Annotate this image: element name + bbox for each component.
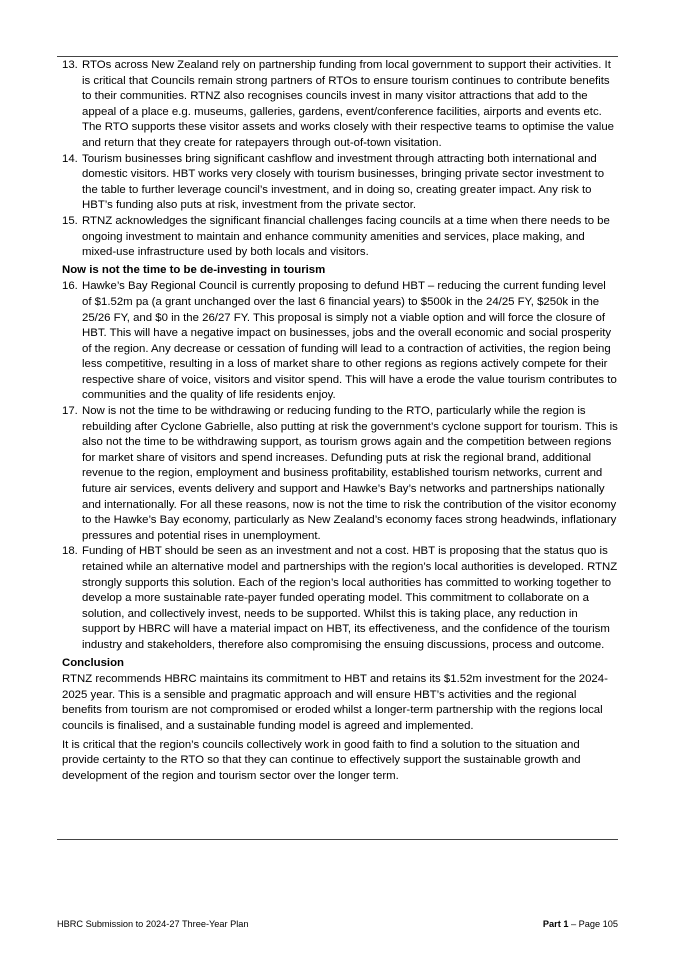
numbered-list-a (57, 58, 618, 261)
conclusion-paragraph: RTNZ recommends HBRC maintains its commitment to HBT and retains its $1.52m investment for the 2024-2025 year. This is a sensible and pragmatic approach and will ensure HBT’s activities and the regional benefits from tourism are not compromised or eroded whilst a longer-term partnership with the regions local councils is finalised, and a sustainable funding model is agreed and implemented. (62, 673, 608, 732)
item-text: Tourism businesses bring significant cashflow and investment through attracting both international and domestic visitors. HBT works very closely with tourism businesses, bringing private sector investment to the table to further leverage council’s investment, and in doing so, creating greater impact. Any risk to HBT’s funding also puts at risk, investment from the private sector. (82, 152, 605, 212)
item-text: Funding of HBT should be seen as an investment and not a cost. HBT is proposing that the status quo is retained while an alternative model and partnerships with the region’s local authorities is developed. RTNZ strongly supports this solution. Each of the region’s local authorities has committed to working together to develop a more sustainable rate-payer funded operating model. This commitment to collaborate on a solution, and collectively invest, needs to be supported. Whilst this is taking place, any reduction in support by HBRC will have a material impact on HBT, its effectiveness, and the confidence of the tourism industry and stakeholders, therefore also compromising the ensuing discussions, process and outcome. (82, 545, 618, 651)
section-heading-conclusion: Conclusion (62, 656, 125, 669)
item-number: 17. (62, 405, 78, 418)
footer-part: Part 1 (542, 919, 569, 929)
footer-page-number (543, 918, 618, 930)
item-number: 15. (62, 214, 78, 227)
item-text: RTOs across New Zealand rely on partnership funding from local government to support their activities. It is critical that Councils remain strong partners of RTOs to ensure tourism continues to contribute benefits to their communities. RTNZ also recognises councils invest in many visitor attractions that add to the appeal of a place e.g. museums, galleries, gardens, event/conference facilities, airports and events etc. The RTO supports these visitor assets and works closely with their respective teams to optimise the value and return that they create for ratepayers through out-of-town visitation. (82, 59, 615, 149)
list-item (57, 58, 618, 152)
item-text: Hawke’s Bay Regional Council is currently proposing to defund HBT – reducing the current funding level of $1.52m pa (a grant unchanged over the last 6 financial years) to $500k in the 24/25 FY, $250k in the 25/26 FY, and $0 in the 26/27 FY. This proposal is simply not a viable option and will force the closure of HBT. This will have a negative impact on businesses, jobs and the overall economic and social prosperity of the region. Any decrease or cessation of funding will lead to a contraction of activities, the region being less competitive, resulting in a loss of market share to other regions as regions actively compete for their respective share of voice, visitors and visitor spend. This will have a erode the value tourism contributes to communities and the quality of life residents enjoy. (82, 280, 617, 402)
footer-page: – Page 105 (568, 919, 618, 929)
item-number: 13. (62, 59, 78, 71)
list-item (57, 404, 618, 544)
conclusion-paragraph: It is critical that the region’s councils collectively work in good faith to find a solution to the situation and provide certainty to the RTO so that they can continue to effectively support the sustainable growth and development of the region and tourism sector over the longer term. (62, 738, 581, 782)
top-rule (57, 56, 618, 57)
list-item (57, 544, 618, 653)
item-number: 18. (62, 545, 78, 558)
list-item (57, 152, 618, 214)
bottom-rule (57, 839, 618, 840)
item-text: RTNZ acknowledges the significant financial challenges facing councils at a time when there needs to be ongoing investment to maintain and enhance community amenities and services, place making, and mixed-use infrastructure used by both locals and visitors. (82, 214, 610, 259)
item-number: 16. (62, 280, 78, 293)
section-heading-investing: Now is not the time to be de-investing in tourism (62, 263, 326, 276)
list-item (57, 214, 618, 261)
item-number: 14. (62, 152, 78, 165)
numbered-list-b (57, 279, 618, 653)
item-text: Now is not the time to be withdrawing or reducing funding to the RTO, particularly while the region is rebuilding after Cyclone Gabrielle, also putting at risk the government’s cyclone support for tourism. This is also not the time to be withdrawing support, as tourism grows again and the competition between regions for market share of visitors and spend increases. Defunding puts at risk the regional brand, additional revenue to the region, employment and business profitability, established tourism networks, current and future air services, events delivery and support and Hawke’s Bay’s networks and partnerships nationally and internationally. For all these reasons, now is not the time to risk the contribution of the visitor economy to the Hawke’s Bay economy, particularly as New Zealand’s economy faces strong headwinds, inflationary pressures and potential rises in unemployment. (82, 405, 618, 542)
document-body (57, 58, 618, 787)
footer-document-title: HBRC Submission to 2024-27 Three-Year Plan (57, 919, 249, 929)
list-item (57, 279, 618, 404)
